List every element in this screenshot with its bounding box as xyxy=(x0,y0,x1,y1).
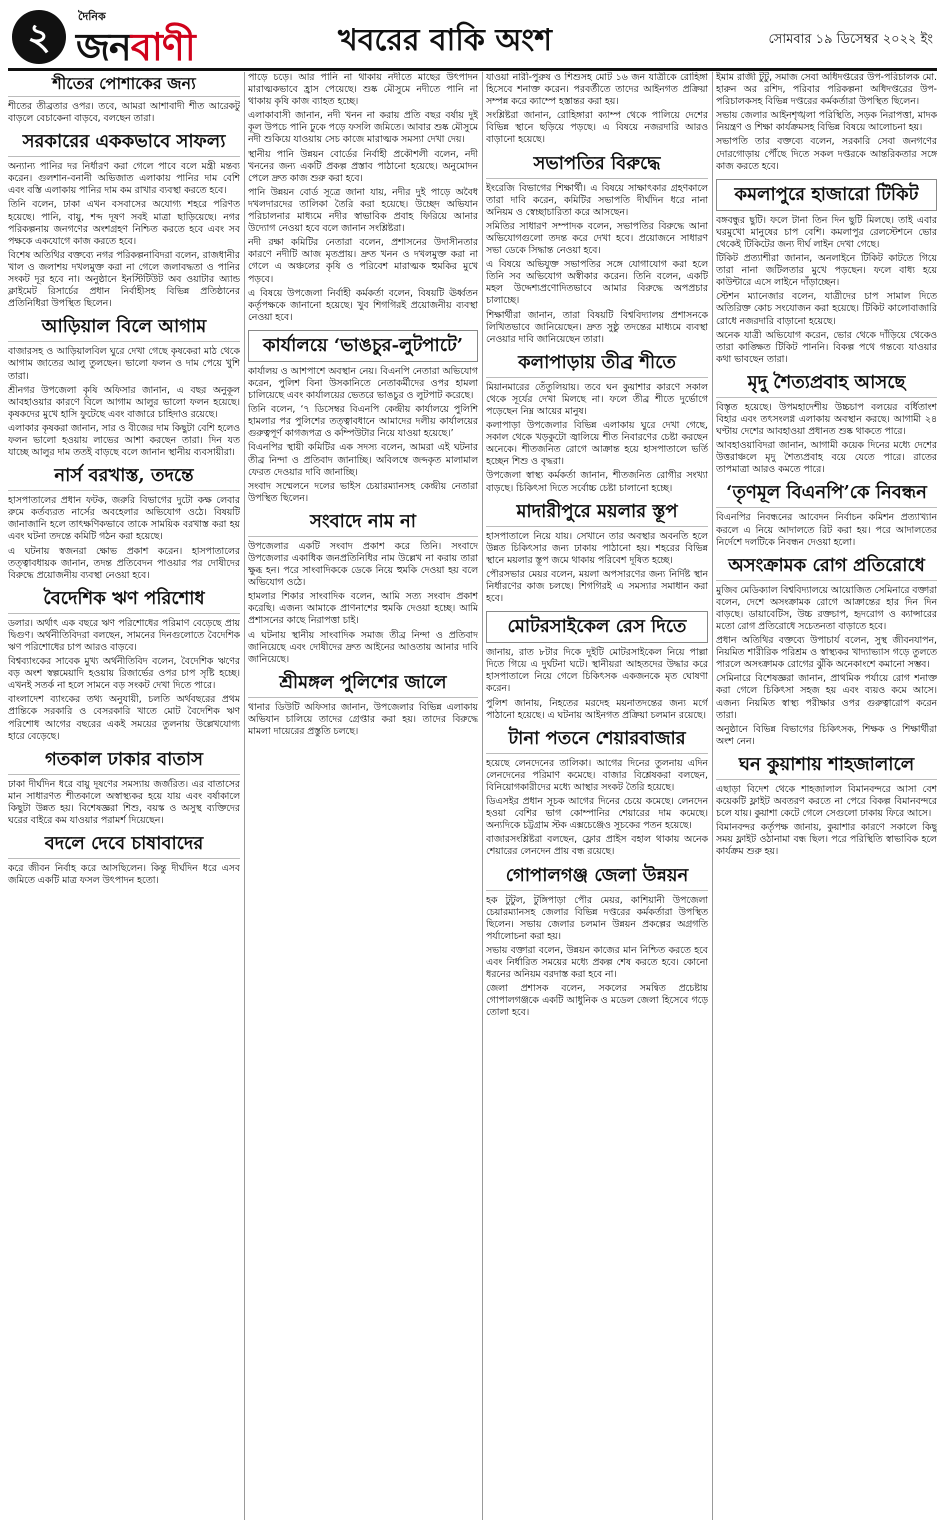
news-article xyxy=(716,555,937,748)
logo-name-a: জন xyxy=(76,24,131,69)
news-article xyxy=(486,153,708,346)
column-4 xyxy=(716,72,937,1520)
article-paragraph: করে জীবন নির্বাহ করে আসছিলেন। কিন্তু দীর্ঘদিন ধরে এসব জমিতে একটি মাত্র ফসল উৎপাদন হতো। xyxy=(8,863,240,887)
article-headline: মাদারীপুরে ময়লার স্তূপ xyxy=(486,501,708,527)
article-paragraph: বঙ্গবন্ধুর ছুটি। ফলে টানা তিন দিন ছুটি মিলছে। তাই এবার ঘরমুখো মানুষের চাপ বেশি। কমলাপুর রেলস্টেশনে ভোর থেকেই টিকিটের জন্য দীর্ঘ লাইন দেখা গেছে। xyxy=(716,214,937,250)
article-headline: সরকারের এককভাবে সাফল্য xyxy=(8,131,240,157)
news-article xyxy=(8,131,240,310)
section-title: খবরের বাকি অংশ xyxy=(338,23,552,58)
page-columns xyxy=(8,72,937,1520)
article-paragraph: হামলার শিকার সাংবাদিক বলেন, আমি সত্য সংবাদ প্রকাশ করেছি। এজন্য আমাকে প্রাণনাশের হুমকি দেওয়া হচ্ছে। আমি প্রশাসনের কাছে নিরাপত্তা চাই। xyxy=(248,591,478,627)
article-paragraph: হয়েছে লেনদেনের তালিকা। আগের দিনের তুলনায় এদিন লেনদেনের পরিমাণ কমেছে। বাজার বিশ্লেষকরা বলছেন, বিনিয়োগকারীদের মধ্যে আস্থার সংকট তৈরি হয়েছে। xyxy=(486,757,708,793)
masthead xyxy=(8,6,937,71)
news-article xyxy=(248,511,478,666)
article-paragraph: বিশ্বব্যাংকের সাবেক মুখ্য অর্থনীতিবিদ বলেন, বৈদেশিক ঋণের বড় অংশ স্বল্পমেয়াদি হওয়ায় রিজার্ভের ওপর চাপ সৃষ্টি হচ্ছে। এখনই সতর্ক না হলে সামনে বড় সংকট দেখা দিতে পারে। xyxy=(8,656,240,692)
newspaper-logo xyxy=(72,8,248,69)
article-paragraph: পানি উন্নয়ন বোর্ড সূত্রে জানা যায়, নদীর দুই পাড়ে অবৈধ দখলদারদের তালিকা তৈরি করা হয়েছে। উচ্ছেদ অভিযান পরিচালনার মাধ্যমে নদীর স্বাভাবিক প্রবাহ ফিরিয়ে আনার উদ্যোগ নেওয়া হবে বলে জানান সংশ্লিষ্টরা। xyxy=(248,186,478,235)
news-article xyxy=(486,865,708,1020)
article-paragraph: সেমিনারে বিশেষজ্ঞরা জানান, প্রাথমিক পর্যায়ে রোগ শনাক্ত করা গেলে চিকিৎসা সহজ হয় এবং ব্যয়ও কমে আসে। এজন্য নিয়মিত স্বাস্থ্য পরীক্ষার ওপর গুরুত্বারোপ করেন তারা। xyxy=(716,673,937,721)
article-paragraph: মুজিব মেডিক্যাল বিশ্ববিদ্যালয়ে আয়োজিত সেমিনারে বক্তারা বলেন, দেশে অসংক্রামক রোগে আক্রান্তের হার দিন দিন বাড়ছে। ডায়াবেটিস, উচ্চ রক্তচাপ, হৃদরোগ ও ক্যান্সারের মতো রোগ প্রতিরোধে সচেতনতা বাড়াতে হবে। xyxy=(716,584,937,632)
article-headline: সভাপতির বিরুদ্ধে xyxy=(486,153,708,179)
news-article xyxy=(248,330,478,505)
article-paragraph: স্টেশন ম্যানেজার বলেন, যাত্রীদের চাপ সামাল দিতে অতিরিক্ত কোচ সংযোজন করা হয়েছে। টিকিট কালোবাজারি রোধে নজরদারি বাড়ানো হয়েছে। xyxy=(716,291,937,327)
article-paragraph: এছাড়া বিদেশ থেকে শাহজালাল বিমানবন্দরে আসা বেশ কয়েকটি ফ্লাইট অবতরণ করতে না পেরে বিকল্প বিমানবন্দরে চলে যায়। কুয়াশা কেটে গেলে সেগুলো ঢাকায় ফিরে আসে। xyxy=(716,783,937,820)
article-paragraph: ডিএসইর প্রধান সূচক আগের দিনের চেয়ে কমেছে। লেনদেন হওয়া বেশির ভাগ কোম্পানির শেয়ারের দাম কমেছে। অন্যদিকে চট্টগ্রাম স্টক এক্সচেঞ্জেও সূচকের পতন হয়েছে। xyxy=(486,796,708,832)
article-paragraph: টিকিট প্রত্যাশীরা জানান, অনলাইনে টিকিট কাটতে গিয়ে তারা নানা জটিলতার মুখে পড়ছেন। ফলে বাধ্য হয়ে কাউন্টারে এসে লাইনে দাঁড়াচ্ছেন। xyxy=(716,253,937,289)
article-paragraph: শ্রীনগর উপজেলা কৃষি অফিসার জানান, এ বছর অনুকূল আবহাওয়ার কারণে বিলে আগাম আলুর ভালো ফলন হয়েছে। কৃষকদের মুখে হাসি ফুটেছে এবং বাজারে চাহিদাও রয়েছে। xyxy=(8,384,240,420)
article-headline: কলাপাড়ায় তীব্র শীতে xyxy=(486,352,708,378)
article-headline: মোটরসাইকেল রেস দিতে xyxy=(486,611,708,643)
article-paragraph: কলাপাড়া উপজেলার বিভিন্ন এলাকায় ঘুরে দেখা গেছে, সকাল থেকে খড়কুটো জ্বালিয়ে শীত নিবারণের চেষ্টা করছেন অনেকে। শীতজনিত রোগে আক্রান্ত হয়ে হাসপাতালে ভর্তি হচ্ছেন শিশু ও বৃদ্ধরা। xyxy=(486,420,708,468)
article-headline: ঘন কুয়াশায় শাহজালালে xyxy=(716,754,937,780)
article-headline: কমলাপুরে হাজারো টিকিট xyxy=(716,179,937,211)
article-paragraph: পাড়ে চড়ে। আর পানি না থাকায় নদীতে মাছের উৎপাদন মারাত্মকভাবে হ্রাস পেয়েছে। শুষ্ক মৌসুমে নদীতে পানি না থাকায় কৃষি কাজ ব্যাহত হচ্ছে। xyxy=(248,72,478,108)
article-paragraph: শিক্ষার্থীরা জানান, তারা বিষয়টি বিশ্ববিদ্যালয় প্রশাসনকে লিখিতভাবে জানিয়েছেন। দ্রুত সুষ্ঠু তদন্তের মাধ্যমে ব্যবস্থা নেওয়ার দাবি জানিয়েছেন তারা। xyxy=(486,309,708,345)
article-paragraph: জেলা প্রশাসক বলেন, সকলের সমন্বিত প্রচেষ্টায় গোপালগঞ্জকে একটি আধুনিক ও মডেল জেলা হিসেবে গড়ে তোলা হবে। xyxy=(486,983,708,1019)
article-paragraph: অনেক যাত্রী অভিযোগ করেন, ভোর থেকে দাঁড়িয়ে থেকেও তারা কাঙ্ক্ষিত টিকিট পাননি। বিকল্প পথে গন্তব্যে যাওয়ার কথা ভাবছেন তারা। xyxy=(716,329,937,365)
logo-name-b: বাণী xyxy=(130,24,195,69)
news-article xyxy=(8,749,240,827)
news-article xyxy=(8,465,240,582)
column-rule xyxy=(482,72,483,1520)
news-article xyxy=(486,352,708,495)
news-article xyxy=(486,728,708,859)
article-paragraph: মিয়ানমারের তেঁতুলিয়ায়। তবে ঘন কুয়াশার কারণে সকাল থেকে সূর্যের দেখা মিলছে না। ফলে তীব্র শীতে দুর্ভোগে পড়েছেন নিম্ন আয়ের মানুষ। xyxy=(486,381,708,417)
news-article xyxy=(8,833,240,887)
article-paragraph: সংবাদ সম্মেলনে দলের ভাইস চেয়ারম্যানসহ কেন্দ্রীয় নেতারা উপস্থিত ছিলেন। xyxy=(248,480,478,504)
news-article xyxy=(486,611,708,722)
article-paragraph: পুলিশ জানায়, নিহতের মরদেহ ময়নাতদন্তের জন্য মর্গে পাঠানো হয়েছে। এ ঘটনায় আইনগত প্রক্রিয়া চলমান রয়েছে। xyxy=(486,697,708,721)
article-paragraph: এ বিষয়ে অভিযুক্ত সভাপতির সঙ্গে যোগাযোগ করা হলে তিনি সব অভিযোগ অস্বীকার করেন। তিনি বলেন, একটি মহল উদ্দেশ্যপ্রণোদিতভাবে আমার বিরুদ্ধে অপপ্রচার চালাচ্ছে। xyxy=(486,259,708,307)
article-headline: আড়িয়াল বিলে আগাম xyxy=(8,316,240,342)
news-article xyxy=(8,588,240,743)
news-article xyxy=(8,74,240,125)
logo-prefix: দৈনিক xyxy=(78,10,106,23)
article-paragraph: অনুষ্ঠানে বিভিন্ন বিভাগের চিকিৎসক, শিক্ষক ও শিক্ষার্থীরা অংশ নেন। xyxy=(716,723,937,747)
column-rule xyxy=(244,72,245,1520)
article-headline: ‘তৃণমূল বিএনপি’কে নিবন্ধন xyxy=(716,482,937,508)
article-paragraph: থানার ডিউটি অফিসার জানান, উপজেলার বিভিন্ন এলাকায় অভিযান চালিয়ে তাদের গ্রেপ্তার করা হয়। তাদের বিরুদ্ধে মামলা দায়েরের প্রস্তুতি চলছে। xyxy=(248,701,478,738)
article-headline: অসংক্রামক রোগ প্রতিরোধে xyxy=(716,555,937,581)
article-headline: বদলে দেবে চাষাবাদের xyxy=(8,833,240,859)
column-3 xyxy=(486,72,708,1520)
article-paragraph: বাংলাদেশ ব্যাংকের তথ্য অনুযায়ী, চলতি অর্থবছরের প্রথম প্রান্তিকে সরকারি ও বেসরকারি খাতে মোট বৈদেশিক ঋণ পরিশোধ আগের বছরের একই সময়ের তুলনায় উল্লেখযোগ্য হারে বেড়েছে। xyxy=(8,694,240,742)
article-paragraph: নদী রক্ষা কমিটির নেতারা বলেন, প্রশাসনের উদাসীনতার কারণে নদীটি আজ মৃতপ্রায়। দ্রুত খনন ও দখলমুক্ত করা না গেলে এ অঞ্চলের কৃষি ও পরিবেশ মারাত্মক হুমকির মুখে পড়বে। xyxy=(248,237,478,285)
article-paragraph: তিনি বলেন, ঢাকা এখন বসবাসের অযোগ্য শহরে পরিণত হয়েছে। পানি, বায়ু, শব্দ দূষণ সবই মাত্রা ছাড়িয়েছে। নগর পরিকল্পনায় জনগণের অংশগ্রহণ নিশ্চিত করতে হবে এবং সব পক্ষকে একযোগে কাজ করতে হবে। xyxy=(8,199,240,247)
article-paragraph: বিশেষ অতিথির বক্তব্যে নগর পরিকল্পনাবিদরা বলেন, রাজধানীর খাল ও জলাশয় দখলমুক্ত করা না গেলে জলাবদ্ধতা ও পানির সংকট দূর হবে না। অনুষ্ঠানে ইনস্টিটিউট অব ওয়াটার অ্যান্ড ক্লাইমেট রিসার্চের প্রধান নির্বাহীসহ বিভিন্ন প্রতিষ্ঠানের প্রতিনিধিরা উপস্থিত ছিলেন। xyxy=(8,249,240,310)
article-paragraph: যাওয়া নারী-পুরুষ ও শিশুসহ মোট ১৬ জন যাত্রীকে রোহিঙ্গা হিসেবে শনাক্ত করেন। পরবর্তীতে তাদের আইনগত প্রক্রিয়া সম্পন্ন করে ক্যাম্পে হস্তান্তর করা হয়। xyxy=(486,72,708,108)
news-article xyxy=(716,372,937,477)
article-paragraph: এলাকাবাসী জানান, নদী খনন না করায় প্রতি বছর বর্ষায় দুই কূল উপচে পানি ঢুকে পড়ে ফসলি জমিতে। আবার শুষ্ক মৌসুমে নদী শুকিয়ে যাওয়ায় সেচ কাজে মারাত্মক সমস্যা দেখা দেয়। xyxy=(248,110,478,146)
news-article xyxy=(716,754,937,859)
article-paragraph: ইংরেজি বিভাগের শিক্ষার্থী। এ বিষয়ে সাক্ষাৎকার গ্রহণকালে তারা দাবি করেন, কমিটির সভাপতি দীর্ঘদিন ধরে নানা অনিয়ম ও স্বেচ্ছাচারিতা করে আসছেন। xyxy=(486,182,708,218)
news-article xyxy=(716,72,937,173)
article-paragraph: সভায় বক্তারা বলেন, উন্নয়ন কাজের মান নিশ্চিত করতে হবে এবং নির্ধারিত সময়ের মধ্যে প্রকল্প শেষ করতে হবে। কোনো ধরনের অনিয়ম বরদাস্ত করা হবে না। xyxy=(486,944,708,981)
article-paragraph: উপজেলার একটি সংবাদ প্রকাশ করে তিনি। সংবাদে উপজেলার একাধিক জনপ্রতিনিধির নাম উল্লেখ না করায় তারা ক্ষুব্ধ হন। পরে সাংবাদিককে ডেকে নিয়ে হুমকি দেওয়া হয় বলে অভিযোগ ওঠে। xyxy=(248,540,478,589)
article-headline: শ্রীমঙ্গল পুলিশের জালে xyxy=(248,672,478,698)
article-paragraph: হাসপাতালে নিয়ে যায়। সেখানে তার অবস্থার অবনতি হলে উন্নত চিকিৎসার জন্য ঢাকায় পাঠানো হয়। শহরের বিভিন্ন স্থানে ময়লার স্তূপ জমে থাকায় পরিবেশ দূষিত হচ্ছে। xyxy=(486,530,708,566)
article-paragraph: বিএনপির নিবন্ধনের আবেদন নির্বাচন কমিশন প্রত্যাখ্যান করলে এ নিয়ে আদালতে রিট করা হয়। পরে আদালতের নির্দেশে দলটিকে নিবন্ধন দেওয়া হলো। xyxy=(716,512,937,548)
article-paragraph: সংশ্লিষ্টরা জানান, রোহিঙ্গারা ক্যাম্প থেকে পালিয়ে দেশের বিভিন্ন স্থানে ছড়িয়ে পড়ছে। এ বিষয়ে নজরদারি আরও বাড়ানো হয়েছে। xyxy=(486,110,708,146)
column-rule xyxy=(712,72,713,1520)
article-paragraph: এ ঘটনায় স্থানীয় সাংবাদিক সমাজ তীব্র নিন্দা ও প্রতিবাদ জানিয়েছে এবং দোষীদের দ্রুত আইনের আওতায় আনার দাবি জানিয়েছে। xyxy=(248,629,478,665)
article-paragraph: হাসপাতালের প্রধান ফটক, জরুরি বিভাগের দুটো কক্ষ লেবার রুমে কর্তব্যরত নার্সের অবহেলার অভিযোগ ওঠে। বিষয়টি জানাজানি হলে তাৎক্ষণিকভাবে তাকে সাময়িক বরখাস্ত করা হয় এবং ঘটনা তদন্তে কমিটি গঠন করা হয়েছে। xyxy=(8,495,240,543)
article-headline: গতকাল ঢাকার বাতাস xyxy=(8,749,240,775)
article-paragraph: উপজেলা স্বাস্থ্য কর্মকর্তা জানান, শীতজনিত রোগীর সংখ্যা বাড়ছে। চিকিৎসা দিতে সর্বোচ্চ চেষ্টা চালানো হচ্ছে। xyxy=(486,470,708,494)
news-article xyxy=(716,179,937,366)
article-headline: নার্স বরখাস্ত, তদন্তে xyxy=(8,465,240,491)
article-paragraph: সমিতির সাধারণ সম্পাদক বলেন, সভাপতির বিরুদ্ধে আনা অভিযোগগুলো তদন্ত করে দেখা হবে। প্রয়োজনে সাধারণ সভা ডেকে সিদ্ধান্ত নেওয়া হবে। xyxy=(486,220,708,257)
news-article xyxy=(486,72,708,147)
article-paragraph: ডলার। অর্থাৎ এক বছরে ঋণ পরিশোধের পরিমাণ বেড়েছে প্রায় দ্বিগুণ। অর্থনীতিবিদরা বলছেন, সামনের দিনগুলোতে বৈদেশিক ঋণ পরিশোধের চাপ আরও বাড়বে। xyxy=(8,617,240,653)
article-headline: কার্যালয়ে ‘ভাঙচুর-লুটপাটে’ xyxy=(248,330,478,362)
article-paragraph: স্থানীয় পানি উন্নয়ন বোর্ডের নির্বাহী প্রকৌশলী বলেন, নদী খননের জন্য একটি প্রকল্প প্রস্তাব পাঠানো হয়েছে। অনুমোদন পেলে দ্রুত কাজ শুরু করা হবে। xyxy=(248,148,478,184)
article-paragraph: অন্যান্য পানির দর নির্ধারণ করা গেলে পাবে বলে মন্ত্রী মন্তব্য করেন। গুলশান-বনানী অভিজাত এলাকায় পানির দাম বেশি এবং বস্তি এলাকায় পানির দাম কম রাখার ব্যবস্থা করতে হবে। xyxy=(8,161,240,197)
article-headline: বৈদেশিক ঋণ পরিশোধ xyxy=(8,588,240,614)
article-paragraph: তিনি বলেন, ‘৭ ডিসেম্বর বিএনপি কেন্দ্রীয় কার্যালয়ে পুলিশি হামলার পর পুলিশের তত্ত্বাবধানে আমাদের দলীয় কার্যালয়ের গুরুত্বপূর্ণ কাগজপত্র ও কম্পিউটার নিয়ে যাওয়া হয়েছে।’ xyxy=(248,404,478,440)
article-paragraph: এ বিষয়ে উপজেলা নির্বাহী কর্মকর্তা বলেন, বিষয়টি ঊর্ধ্বতন কর্তৃপক্ষকে জানানো হয়েছে। খুব শিগগিরই প্রয়োজনীয় ব্যবস্থা নেওয়া হবে। xyxy=(248,287,478,323)
column-1 xyxy=(8,72,240,1520)
article-paragraph: ঢাকা দীর্ঘদিন ধরে বায়ু দূষণের সমস্যায় জর্জরিত। এর বাতাসের মান সাধারণত শীতকালে অস্বাস্থ্যকর হয়ে যায় এবং বর্ষাকালে কিছুটা উন্নত হয়। বিশেষজ্ঞরা শিশু, বয়স্ক ও অসুস্থ ব্যক্তিদের ঘরের বাইরে কম যাওয়ার পরামর্শ দিয়েছেন। xyxy=(8,778,240,827)
news-article xyxy=(716,482,937,548)
article-paragraph: বিএনপির স্থায়ী কমিটির এক সদস্য বলেন, আমরা এই ঘটনার তীব্র নিন্দা ও প্রতিবাদ জানাচ্ছি। অবিলম্বে জব্দকৃত মালামাল ফেরত দেওয়ার দাবি জানাচ্ছি। xyxy=(248,442,478,478)
column-2 xyxy=(248,72,478,1520)
article-headline: টানা পতনে শেয়ারবাজার xyxy=(486,728,708,754)
issue-date: সোমবার ১৯ ডিসেম্বর ২০২২ ইং xyxy=(768,32,933,47)
article-paragraph: শীতের তীব্রতার ওপর। তবে, আমরা আশাবাদী শীত আরেকটু বাড়লে বেচাকেনা বাড়বে, বলছেন তারা। xyxy=(8,101,240,125)
article-headline: শীতের পোশাকের জন্য xyxy=(8,74,240,97)
article-paragraph: সভায় জেলার আইনশৃঙ্খলা পরিস্থিতি, সড়ক নিরাপত্তা, মাদক নিয়ন্ত্রণ ও শিক্ষা কার্যক্রমসহ বিভিন্ন বিষয়ে আলোচনা হয়। xyxy=(716,110,937,134)
article-paragraph: সভাপতি তার বক্তব্যে বলেন, সরকারি সেবা জনগণের দোরগোড়ায় পৌঁছে দিতে সকল দপ্তরকে আন্তরিকতার সঙ্গে কাজ করতে হবে। xyxy=(716,136,937,172)
article-paragraph: এ ঘটনায় স্বজনরা ক্ষোভ প্রকাশ করেন। হাসপাতালের তত্ত্বাবধায়ক জানান, তদন্ত প্রতিবেদন পাওয়ার পর দোষীদের বিরুদ্ধে প্রয়োজনীয় ব্যবস্থা নেওয়া হবে। xyxy=(8,545,240,581)
page-number: ২ xyxy=(12,10,66,64)
news-article xyxy=(248,672,478,738)
news-article xyxy=(486,501,708,606)
article-paragraph: আবহাওয়াবিদরা জানান, আগামী কয়েক দিনের মধ্যে দেশের উত্তরাঞ্চলে মৃদু শৈত্যপ্রবাহ বয়ে যেতে পারে। রাতের তাপমাত্রা আরও কমতে পারে। xyxy=(716,440,937,476)
article-headline: সংবাদে নাম না xyxy=(248,511,478,537)
news-article xyxy=(8,316,240,459)
article-paragraph: কার্যালয় ও আশপাশে অবস্থান নেয়। বিএনপি নেতারা অভিযোগ করেন, পুলিশ বিনা উসকানিতে নেতাকর্মীদের ওপর হামলা চালিয়েছে এবং কার্যালয়ের ভেতরে ভাঙচুর ও লুটপাট করেছে। xyxy=(248,365,478,402)
article-paragraph: হক টুটুল, টুঙ্গিপাড়া পৌর মেয়র, কাশিয়ানী উপজেলা চেয়ারম্যানসহ জেলার বিভিন্ন দপ্তরের কর্মকর্তারা উপস্থিত ছিলেন। সভায় জেলার চলমান উন্নয়ন প্রকল্পের অগ্রগতি পর্যালোচনা করা হয়। xyxy=(486,894,708,942)
article-paragraph: বাজারসংশ্লিষ্টরা বলছেন, ফ্লোর প্রাইস বহাল থাকায় অনেক শেয়ারের লেনদেন প্রায় বন্ধ রয়েছে। xyxy=(486,834,708,858)
article-paragraph: প্রধান অতিথির বক্তব্যে উপাচার্য বলেন, সুস্থ জীবনযাপন, নিয়মিত শারীরিক পরিশ্রম ও স্বাস্থ্যকর খাদ্যাভ্যাস গড়ে তুলতে পারলে অসংক্রামক রোগের ঝুঁকি অনেকাংশে কমানো সম্ভব। xyxy=(716,635,937,671)
article-paragraph: ইমাম রাজী টুটু, সমাজ সেবা অধিদপ্তরের উপ-পরিচালক মো. হারুন অর রশিদ, পরিবার পরিকল্পনা অধিদপ্তরের উপ-পরিচালকসহ বিভিন্ন দপ্তরের কর্মকর্তারা উপস্থিত ছিলেন। xyxy=(716,72,937,108)
article-paragraph: এলাকার কৃষকরা জানান, সার ও বীজের দাম কিছুটা বেশি হলেও ফলন ভালো হওয়ায় লাভের আশা করছেন তারা। দিন যত যাচ্ছে আলুর দাম ততই বাড়ছে বলে জানান স্থানীয় ব্যবসায়ীরা। xyxy=(8,422,240,459)
article-paragraph: পৌরসভার মেয়র বলেন, ময়লা অপসারণের জন্য নির্দিষ্ট স্থান নির্ধারণের কাজ চলছে। শিগগিরই এ সমস্যার সমাধান করা হবে। xyxy=(486,568,708,605)
article-headline: মৃদু শৈত্যপ্রবাহ আসছে xyxy=(716,372,937,398)
article-headline: গোপালগঞ্জ জেলা উন্নয়ন xyxy=(486,865,708,891)
news-article xyxy=(248,72,478,324)
article-paragraph: জানায়, রাত ৮টার দিকে দুইটি মোটরসাইকেল নিয়ে পাল্লা দিতে গিয়ে এ দুর্ঘটনা ঘটে। স্থানীয়রা আহতদের উদ্ধার করে হাসপাতালে নিয়ে গেলে চিকিৎসক একজনকে মৃত ঘোষণা করেন। xyxy=(486,647,708,695)
article-paragraph: বিস্তৃত হয়েছে। উপমহাদেশীয় উচ্চচাপ বলয়ের বর্ধিতাংশ বিহার এবং তৎসংলগ্ন এলাকায় অবস্থান করছে। আগামী ২৪ ঘণ্টায় দেশের আবহাওয়া প্রধানত শুষ্ক থাকতে পারে। xyxy=(716,401,937,438)
article-paragraph: বাজারসহ ও আড়িয়ালবিল ঘুরে দেখা গেছে কৃষকেরা মাঠ থেকে আগাম জাতের আলু তুলছেন। ভালো ফলন ও দাম পেয়ে খুশি তারা। xyxy=(8,346,240,382)
article-paragraph: বিমানবন্দর কর্তৃপক্ষ জানায়, কুয়াশার কারণে সকালে কিছু সময় ফ্লাইট ওঠানামা বন্ধ ছিল। পরে পরিস্থিতি স্বাভাবিক হলে কার্যক্রম শুরু হয়। xyxy=(716,822,937,858)
